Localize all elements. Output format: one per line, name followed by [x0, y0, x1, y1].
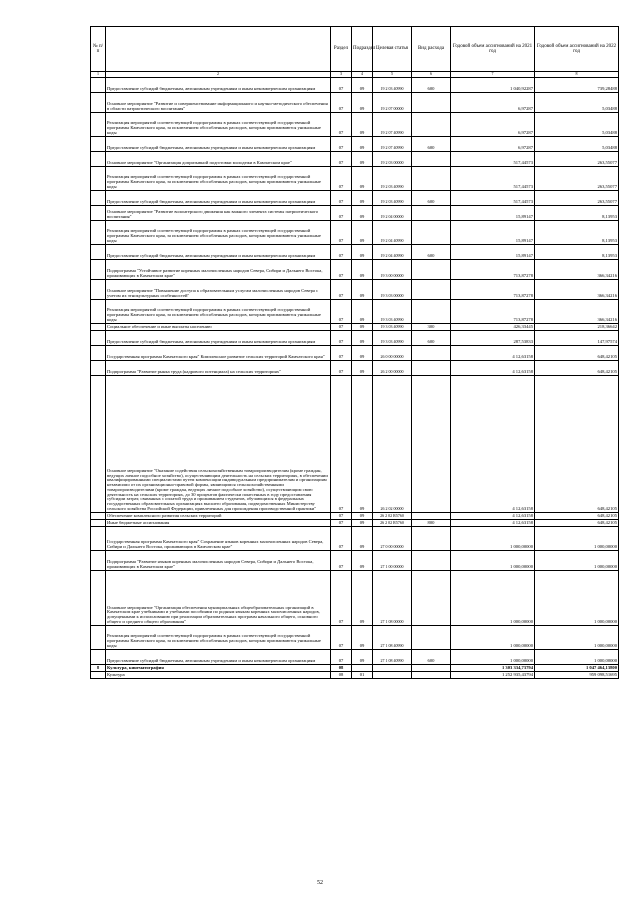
row-amount-2022: 648,42105	[535, 360, 619, 375]
row-amount-2022: 366,34216	[535, 259, 619, 279]
row-amount-2021: 6,97287	[451, 112, 535, 136]
row-subsection: 09	[352, 205, 373, 220]
row-section: 07	[331, 92, 352, 112]
row-name: Основное мероприятие "Оказание содействия сельскохозяйственным товаропроизводителям (кроме граждан, ведущих личное подсобное хозяйство), осуществляющим деятельность на сельских территориях, в обеспечении квалифицированными специалистами путем компенсации индивидуальным предпринимателям и организациям независимо от их организационно-правовой формы, являющимся сельскохозяйственными товаропроизводителями (кроме граждан, ведущих личное подсобное хозяйство), осуществляющим свою деятельность на сельских территориях, до 30 процентов фактически понесенных в году предоставления субсидии затрат, связанных с оплатой труда и проживанием студентов, обучающихся в федеральных государственных образовательных организациях высшего образования, подведомственных Министерству сельского хозяйства Российской Федерации, привлеченных для прохождения производственной практики"	[106, 375, 331, 512]
row-expense-type	[412, 671, 451, 678]
row-number	[91, 279, 106, 299]
row-name: Государственная программа Камчатского края" Комплексное развитие сельских территорий Камчатского края"	[106, 345, 331, 360]
row-target-article: 19 2 04 00000	[373, 205, 412, 220]
table-row	[91, 671, 619, 678]
row-expense-type	[412, 92, 451, 112]
row-subsection: 09	[352, 299, 373, 323]
row-subsection: 09	[352, 330, 373, 345]
row-name: Предоставление субсидий бюджетным, автономным учреждениям и иным некоммерческим организациям	[106, 244, 331, 259]
table-body	[91, 77, 619, 678]
row-expense-type	[412, 220, 451, 244]
row-subsection: 09	[352, 375, 373, 512]
row-amount-2022: 1 000,00000	[535, 526, 619, 550]
row-amount-2022: 648,42105	[535, 519, 619, 526]
colnum: 1	[91, 72, 106, 78]
row-section: 07	[331, 136, 352, 151]
table-row	[91, 664, 619, 671]
row-amount-2021: 1 000,00000	[451, 649, 535, 664]
row-section: 07	[331, 519, 352, 526]
row-subsection: 09	[352, 323, 373, 330]
row-expense-type	[412, 345, 451, 360]
row-number	[91, 220, 106, 244]
row-section: 07	[331, 190, 352, 205]
row-name: Подпрограмма "Развитие языков коренных малочисленных народов Севера, Сибири и Дальнего Востока, проживающих в Камчатском крае"	[106, 550, 331, 570]
header-target-article: Целевая статья	[373, 27, 412, 72]
table-row	[91, 649, 619, 664]
row-subsection: 09	[352, 279, 373, 299]
row-expense-type	[412, 512, 451, 519]
table-header-row	[91, 27, 619, 72]
row-name: Иные бюджетные ассигнования	[106, 519, 331, 526]
row-expense-type	[412, 360, 451, 375]
table-row	[91, 136, 619, 151]
row-target-article: 19 2 07 00000	[373, 92, 412, 112]
row-section: 07	[331, 330, 352, 345]
table-row	[91, 244, 619, 259]
table-row	[91, 512, 619, 519]
row-name: Подпрограмма "Развитие рынка труда (кадрового потенциала) на сельских территориях"	[106, 360, 331, 375]
row-subsection: 09	[352, 519, 373, 526]
table-row	[91, 77, 619, 92]
row-subsection: 09	[352, 526, 373, 550]
row-expense-type	[412, 625, 451, 649]
row-name: Основное мероприятие "Развитие и совершенствование информационного и научно-методического обеспечения в области патриотического воспитания"	[106, 92, 331, 112]
budget-document	[90, 26, 618, 679]
row-number	[91, 360, 106, 375]
colnum: 8	[535, 72, 619, 78]
row-expense-type	[412, 570, 451, 625]
row-name: Подпрограмма "Устойчивое развитие коренных малочисленных народов Севера, Сибири и Дальнего Востока, проживающих в Камчатском крае"	[106, 259, 331, 279]
row-section: 07	[331, 166, 352, 190]
row-section: 07	[331, 512, 352, 519]
row-section: 07	[331, 205, 352, 220]
row-subsection: 01	[352, 671, 373, 678]
row-amount-2021: 15,89147	[451, 220, 535, 244]
row-name: Предоставление субсидий бюджетным, автономным учреждениям и иным некоммерческим организациям	[106, 77, 331, 92]
row-subsection: 09	[352, 512, 373, 519]
header-num: № п/п	[91, 27, 106, 72]
row-number	[91, 625, 106, 649]
row-target-article: 26 0 00 00000	[373, 345, 412, 360]
row-section: 07	[331, 649, 352, 664]
row-name: Реализация мероприятий соответствующей подпрограммы в рамках соответствующей государственной программы Камчатского края, за исключением обособленных расходов, которым присваиваются уникальные коды	[106, 112, 331, 136]
row-target-article: 19 3 03 40990	[373, 323, 412, 330]
row-amount-2022: 739,28488	[535, 77, 619, 92]
row-expense-type: 600	[412, 244, 451, 259]
row-amount-2022: 366,34216	[535, 279, 619, 299]
row-section: 07	[331, 220, 352, 244]
row-amount-2022: 147,97574	[535, 330, 619, 345]
row-section: 07	[331, 323, 352, 330]
row-expense-type: 600	[412, 649, 451, 664]
row-number	[91, 92, 106, 112]
row-amount-2021: 6,97287	[451, 92, 535, 112]
row-number	[91, 550, 106, 570]
row-amount-2022: 648,42105	[535, 345, 619, 360]
row-amount-2021: 1 000,00000	[451, 526, 535, 550]
row-target-article	[373, 671, 412, 678]
table-row	[91, 375, 619, 512]
row-name: Основное мероприятие "Организация обеспечения муниципальных общеобразовательных организаций в Камчатском крае учебниками и учебными пособиями по родным языкам коренных малочисленных народов, допущенными к использованию при реализации образовательных программ начального общего, основного общего и среднего общего образования"	[106, 570, 331, 625]
row-number	[91, 259, 106, 279]
row-expense-type: 600	[412, 190, 451, 205]
row-subsection: 09	[352, 244, 373, 259]
row-section: 07	[331, 244, 352, 259]
row-section: 07	[331, 151, 352, 166]
table-row	[91, 299, 619, 323]
row-subsection: 09	[352, 151, 373, 166]
row-amount-2022: 1 000,00000	[535, 570, 619, 625]
table-row	[91, 330, 619, 345]
row-amount-2022: 959 098,51695	[535, 671, 619, 678]
row-section: 07	[331, 112, 352, 136]
row-subsection: 09	[352, 220, 373, 244]
row-section: 07	[331, 625, 352, 649]
row-expense-type	[412, 375, 451, 512]
row-name: Предоставление субсидий бюджетным, автономным учреждениям и иным некоммерческим организациям	[106, 649, 331, 664]
table-row	[91, 151, 619, 166]
row-amount-2022: 5,03488	[535, 112, 619, 136]
row-amount-2022: 648,42105	[535, 375, 619, 512]
header-name	[106, 27, 331, 72]
table-row	[91, 323, 619, 330]
row-target-article: 27 0 00 00000	[373, 526, 412, 550]
row-amount-2021: 1 000,00000	[451, 570, 535, 625]
row-amount-2021: 4 12,63158	[451, 512, 535, 519]
row-amount-2022: 263,55077	[535, 190, 619, 205]
row-subsection: 09	[352, 112, 373, 136]
row-target-article: 19 2 04 40990	[373, 244, 412, 259]
row-name: Основное мероприятие "Повышение доступа к образовательным услугам малочисленных народов Севера с учетом их этнокультурных особенностей"	[106, 279, 331, 299]
row-expense-type	[412, 526, 451, 550]
table-row	[91, 360, 619, 375]
row-section: 07	[331, 360, 352, 375]
row-amount-2022: 648,42105	[535, 512, 619, 519]
row-number	[91, 519, 106, 526]
colnum: 7	[451, 72, 535, 78]
row-amount-2021: 6,97287	[451, 136, 535, 151]
row-expense-type	[412, 664, 451, 671]
row-target-article: 27 1 00 00000	[373, 550, 412, 570]
row-target-article: 19 3 03 00000	[373, 279, 412, 299]
row-amount-2021: 713,87278	[451, 299, 535, 323]
row-section: 07	[331, 526, 352, 550]
row-section: 07	[331, 299, 352, 323]
row-number	[91, 166, 106, 190]
row-name: Реализация мероприятий соответствующей подпрограммы в рамках соответствующей государственной программы Камчатского края, за исключением обособленных расходов, которым присваиваются уникальные коды	[106, 166, 331, 190]
row-expense-type: 600	[412, 330, 451, 345]
table-row	[91, 550, 619, 570]
row-amount-2021: 1 000,00000	[451, 625, 535, 649]
row-amount-2021: 426,33445	[451, 323, 535, 330]
row-subsection: 09	[352, 136, 373, 151]
row-target-article: 19 2 07 40990	[373, 136, 412, 151]
row-amount-2021: 713,87278	[451, 279, 535, 299]
row-number	[91, 112, 106, 136]
row-target-article: 19 2 03 40990	[373, 166, 412, 190]
colnum: 6	[412, 72, 451, 78]
row-amount-2022: 1 047 464,13800	[535, 664, 619, 671]
table-row	[91, 205, 619, 220]
row-name: Государственная программа Камчатского края" Сохранение языков коренных малочисленных народов Севера, Сибири и Дальнего Востока, проживающих в Камчатском крае"	[106, 526, 331, 550]
page-number: 52	[317, 880, 323, 886]
row-number	[91, 649, 106, 664]
row-section: 08	[331, 664, 352, 671]
row-expense-type	[412, 112, 451, 136]
row-subsection	[352, 664, 373, 671]
row-number	[91, 190, 106, 205]
row-number	[91, 244, 106, 259]
row-expense-type	[412, 205, 451, 220]
row-target-article: 19 3 00 00000	[373, 259, 412, 279]
row-target-article: 19 2 07 40990	[373, 112, 412, 136]
row-target-article: 19 2 03 00000	[373, 151, 412, 166]
row-amount-2022: 1 000,00000	[535, 625, 619, 649]
row-expense-type: 300	[412, 323, 451, 330]
header-subsection: Подраздел	[352, 27, 373, 72]
row-target-article: 26 2 00 00000	[373, 360, 412, 375]
row-number	[91, 77, 106, 92]
row-number	[91, 151, 106, 166]
row-subsection: 09	[352, 360, 373, 375]
row-expense-type	[412, 151, 451, 166]
row-amount-2021: 1 040,92287	[451, 77, 535, 92]
row-name: Обеспечение комплексного развития сельских территорий	[106, 512, 331, 519]
row-name: Предоставление субсидий бюджетным, автономным учреждениям и иным некоммерческим организациям	[106, 136, 331, 151]
row-number	[91, 526, 106, 550]
row-section: 07	[331, 259, 352, 279]
row-subsection: 09	[352, 190, 373, 205]
row-section: 07	[331, 570, 352, 625]
row-expense-type	[412, 166, 451, 190]
row-target-article: 27 1 08 40990	[373, 649, 412, 664]
table-row	[91, 526, 619, 550]
row-name: Реализация мероприятий соответствующей подпрограммы в рамках соответствующей государственной программы Камчатского края, за исключением обособленных расходов, которым присваиваются уникальные коды	[106, 625, 331, 649]
row-amount-2022: 8,13953	[535, 205, 619, 220]
row-amount-2021: 517,44573	[451, 190, 535, 205]
row-name: Предоставление субсидий бюджетным, автономным учреждениям и иным некоммерческим организациям	[106, 330, 331, 345]
row-name: Реализация мероприятий соответствующей подпрограммы в рамках соответствующей государственной программы Камчатского края, за исключением обособленных расходов, которым присваиваются уникальные коды	[106, 299, 331, 323]
row-amount-2021: 517,44573	[451, 151, 535, 166]
row-name: Реализация мероприятий соответствующей подпрограммы в рамках соответствующей государственной программы Камчатского края, за исключением обособленных расходов, которым присваиваются уникальные коды	[106, 220, 331, 244]
row-section: 07	[331, 345, 352, 360]
row-amount-2021: 287,53833	[451, 330, 535, 345]
row-number	[91, 299, 106, 323]
row-subsection: 09	[352, 570, 373, 625]
row-amount-2021: 4 12,63158	[451, 360, 535, 375]
row-target-article: 27 1 08 40990	[373, 625, 412, 649]
row-section: 07	[331, 77, 352, 92]
table-row	[91, 220, 619, 244]
row-amount-2022: 5,03488	[535, 92, 619, 112]
row-section: 07	[331, 550, 352, 570]
row-amount-2021: 4 12,63158	[451, 345, 535, 360]
row-target-article: 26 2 02 R5760	[373, 519, 412, 526]
row-number	[91, 330, 106, 345]
row-amount-2022: 5,03488	[535, 136, 619, 151]
row-number	[91, 671, 106, 678]
row-number: 8	[91, 664, 106, 671]
table-row	[91, 345, 619, 360]
row-amount-2022: 263,55077	[535, 166, 619, 190]
row-number	[91, 323, 106, 330]
header-amount-2022: Годовой объем ассигнований на 2022 год	[535, 27, 619, 72]
row-subsection: 09	[352, 625, 373, 649]
table-row	[91, 625, 619, 649]
colnum: 4	[352, 72, 373, 78]
row-name: Предоставление субсидий бюджетным, автономным учреждениям и иным некоммерческим организациям	[106, 190, 331, 205]
row-number	[91, 205, 106, 220]
header-amount-2021: Годовой объем ассигнований на 2021 год	[451, 27, 535, 72]
row-subsection: 09	[352, 259, 373, 279]
row-amount-2021: 15,89147	[451, 205, 535, 220]
row-expense-type: 600	[412, 136, 451, 151]
table-row	[91, 519, 619, 526]
row-target-article: 19 2 03 40990	[373, 77, 412, 92]
row-target-article: 26 2 02 00000	[373, 375, 412, 512]
table-row	[91, 112, 619, 136]
header-section: Раздел	[331, 27, 352, 72]
row-amount-2022: 218,36642	[535, 323, 619, 330]
row-amount-2021: 4 12,63158	[451, 519, 535, 526]
row-subsection: 09	[352, 92, 373, 112]
row-number	[91, 136, 106, 151]
row-section: 08	[331, 671, 352, 678]
table-row	[91, 92, 619, 112]
row-subsection: 09	[352, 649, 373, 664]
row-expense-type: 800	[412, 519, 451, 526]
row-amount-2021: 15,89147	[451, 244, 535, 259]
row-expense-type: 600	[412, 77, 451, 92]
table-row	[91, 279, 619, 299]
row-target-article: 19 2 04 40990	[373, 220, 412, 244]
row-target-article: 19 3 03 40990	[373, 330, 412, 345]
colnum: 3	[331, 72, 352, 78]
row-amount-2021: 1 303 334,73794	[451, 664, 535, 671]
row-amount-2022: 1 000,00000	[535, 550, 619, 570]
row-expense-type	[412, 550, 451, 570]
row-target-article: 19 3 03 40990	[373, 299, 412, 323]
row-number	[91, 512, 106, 519]
row-subsection: 09	[352, 550, 373, 570]
row-amount-2022: 263,55077	[535, 151, 619, 166]
row-subsection: 09	[352, 166, 373, 190]
row-section: 07	[331, 375, 352, 512]
row-name: Основное мероприятие "Организация допризывной подготовки молодежи в Камчатском крае"	[106, 151, 331, 166]
row-name: Культура	[106, 671, 331, 678]
row-expense-type	[412, 279, 451, 299]
row-amount-2021: 1 000,00000	[451, 550, 535, 570]
row-amount-2022: 8,13953	[535, 244, 619, 259]
table-row	[91, 166, 619, 190]
row-amount-2021: 1 252 935,43794	[451, 671, 535, 678]
row-number	[91, 345, 106, 360]
row-name: Социальное обеспечение и иные выплаты населению	[106, 323, 331, 330]
row-expense-type	[412, 299, 451, 323]
row-section: 07	[331, 279, 352, 299]
colnum: 5	[373, 72, 412, 78]
table-row	[91, 259, 619, 279]
row-amount-2022: 366,34216	[535, 299, 619, 323]
row-name: Основное мероприятие "Развитие волонтерского движения как важного элемента системы патриотического воспитания"	[106, 205, 331, 220]
row-subsection: 09	[352, 345, 373, 360]
row-target-article: 26 2 02 R5760	[373, 512, 412, 519]
row-number	[91, 375, 106, 512]
row-subsection: 09	[352, 77, 373, 92]
row-target-article: 27 1 08 00000	[373, 570, 412, 625]
row-amount-2021: 517,44573	[451, 166, 535, 190]
row-expense-type	[412, 259, 451, 279]
row-number	[91, 570, 106, 625]
row-amount-2022: 1 000,00000	[535, 649, 619, 664]
row-amount-2021: 713,87278	[451, 259, 535, 279]
row-target-article: 19 2 03 40990	[373, 190, 412, 205]
row-name: Культура, кинематография	[106, 664, 331, 671]
row-amount-2021: 4 12,63158	[451, 375, 535, 512]
table-row	[91, 190, 619, 205]
colnum: 2	[106, 72, 331, 78]
header-expense-type: Вид расхода	[412, 27, 451, 72]
budget-table	[90, 26, 619, 679]
table-row	[91, 570, 619, 625]
row-target-article	[373, 664, 412, 671]
row-amount-2022: 8,13953	[535, 220, 619, 244]
